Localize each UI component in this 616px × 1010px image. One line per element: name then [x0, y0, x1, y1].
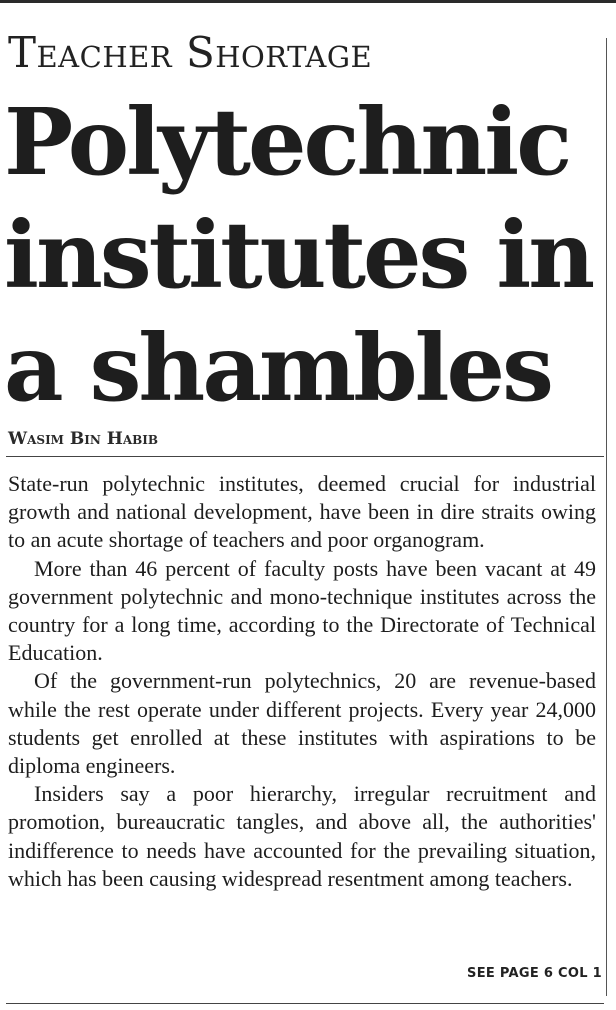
- paragraph-1: State-run polytechnic institutes, deemed crucial for industrial growth and national development, have been in dire straits owing to an acute shortage of teachers and poor organogram.: [8, 471, 596, 553]
- headline-line-1: Polytechnic: [4, 88, 570, 196]
- paragraph-2: More than 46 percent of faculty posts have been vacant at 49 government polytechnic and mono-technique institutes across the country for a long time, according to the Directorate of Technical Education.: [8, 555, 596, 666]
- top-rule: [0, 0, 616, 3]
- bottom-rule: [6, 1003, 604, 1004]
- headline-line-3: a shambles: [4, 314, 551, 422]
- headline-line-2: institutes in: [4, 201, 593, 309]
- headline: [4, 86, 602, 425]
- article-body: [8, 470, 596, 893]
- byline: Wasim Bin Habib: [8, 429, 159, 449]
- kicker: Teacher Shortage: [8, 28, 373, 77]
- jump-line: SEE PAGE 6 COL 1: [467, 966, 602, 981]
- paragraph-4: Insiders say a poor hierarchy, irregular recruitment and promotion, bureaucratic tangles, and above all, the authorities' indifference to needs have accounted for the prevailing situation, which has been causing widespread resentment among teachers.: [8, 781, 596, 891]
- column-rule: [606, 38, 607, 996]
- byline-rule: [6, 456, 604, 457]
- paragraph-3: Of the government-run polytechnics, 20 are revenue-based while the rest operate under different projects. Every year 24,000 students get enrolled at these institutes with aspirations to be diploma engineers.: [8, 668, 596, 779]
